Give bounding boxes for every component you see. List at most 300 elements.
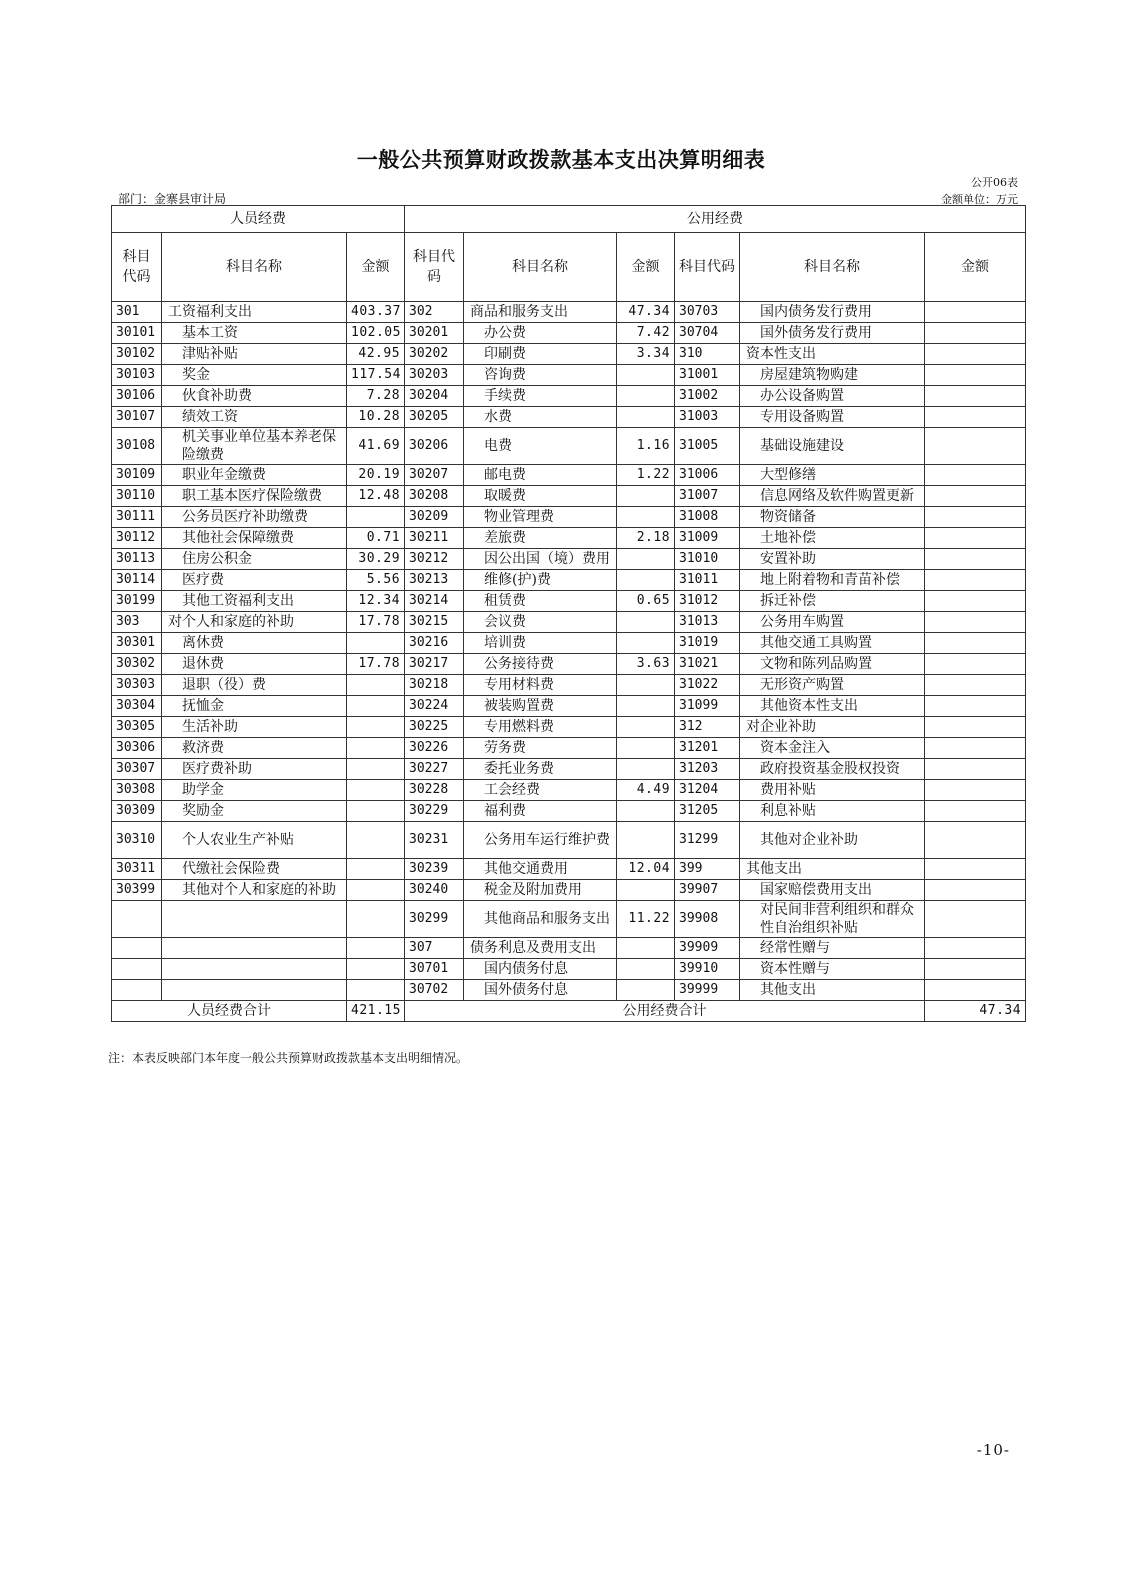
code-cell: 30229 — [405, 801, 464, 822]
name-cell: 房屋建筑物购建 — [740, 365, 925, 386]
amount-cell — [925, 717, 1026, 738]
code-cell: 30103 — [112, 365, 162, 386]
name-cell: 国家赔偿费用支出 — [740, 880, 925, 901]
amount-cell — [617, 822, 675, 859]
amount-cell — [925, 633, 1026, 654]
col-code-header: 科目代码 — [112, 233, 162, 302]
code-cell: 30209 — [405, 507, 464, 528]
amount-cell — [347, 880, 405, 901]
code-cell: 307 — [405, 938, 464, 959]
amount-cell: 20.19 — [347, 465, 405, 486]
amount-cell — [347, 675, 405, 696]
amount-cell — [617, 696, 675, 717]
col-amount-header: 金额 — [347, 233, 405, 302]
code-cell: 30201 — [405, 323, 464, 344]
name-cell: 拆迁补偿 — [740, 591, 925, 612]
code-cell: 30304 — [112, 696, 162, 717]
code-cell: 30240 — [405, 880, 464, 901]
name-cell: 个人农业生产补贴 — [162, 822, 347, 859]
code-cell: 310 — [675, 344, 740, 365]
name-cell: 公务用车购置 — [740, 612, 925, 633]
col-amount-header: 金额 — [925, 233, 1026, 302]
name-cell: 安置补助 — [740, 549, 925, 570]
table-row — [112, 612, 1026, 633]
name-cell: 债务利息及费用支出 — [464, 938, 617, 959]
page-number: -10- — [976, 1441, 1010, 1459]
amount-cell: 3.63 — [617, 654, 675, 675]
amount-cell — [347, 780, 405, 801]
name-cell: 工会经费 — [464, 780, 617, 801]
name-cell — [162, 959, 347, 980]
code-cell: 30107 — [112, 407, 162, 428]
name-cell: 被装购置费 — [464, 696, 617, 717]
name-cell: 其他资本性支出 — [740, 696, 925, 717]
amount-cell — [925, 959, 1026, 980]
amount-cell — [347, 859, 405, 880]
code-cell: 31009 — [675, 528, 740, 549]
code-cell: 30303 — [112, 675, 162, 696]
amount-cell: 17.78 — [347, 654, 405, 675]
column-header-row — [112, 233, 1026, 302]
table-row — [112, 959, 1026, 980]
amount-cell: 102.05 — [347, 323, 405, 344]
code-cell: 30228 — [405, 780, 464, 801]
table-row — [112, 938, 1026, 959]
amount-cell — [347, 696, 405, 717]
name-cell: 职业年金缴费 — [162, 465, 347, 486]
amount-cell: 12.34 — [347, 591, 405, 612]
code-cell: 31099 — [675, 696, 740, 717]
amount-cell — [925, 859, 1026, 880]
table-row — [112, 344, 1026, 365]
amount-cell — [925, 738, 1026, 759]
amount-cell — [925, 344, 1026, 365]
code-cell: 30112 — [112, 528, 162, 549]
amount-cell — [925, 486, 1026, 507]
name-cell: 国内债务付息 — [464, 959, 617, 980]
name-cell: 培训费 — [464, 633, 617, 654]
code-cell: 30301 — [112, 633, 162, 654]
code-cell: 31022 — [675, 675, 740, 696]
amount-cell — [925, 507, 1026, 528]
name-cell: 其他社会保障缴费 — [162, 528, 347, 549]
amount-cell — [925, 654, 1026, 675]
code-cell: 39908 — [675, 901, 740, 938]
name-cell: 国外债务发行费用 — [740, 323, 925, 344]
table-row — [112, 696, 1026, 717]
code-cell: 30108 — [112, 428, 162, 465]
code-cell: 31006 — [675, 465, 740, 486]
code-cell: 31021 — [675, 654, 740, 675]
name-cell: 对个人和家庭的补助 — [162, 612, 347, 633]
table-row — [112, 323, 1026, 344]
group-header-row — [112, 206, 1026, 233]
code-cell: 30203 — [405, 365, 464, 386]
code-cell: 31002 — [675, 386, 740, 407]
page-title: 一般公共预算财政拨款基本支出决算明细表 — [356, 147, 766, 172]
name-cell: 利息补贴 — [740, 801, 925, 822]
name-cell: 地上附着物和青苗补偿 — [740, 570, 925, 591]
code-cell: 30212 — [405, 549, 464, 570]
table-row — [112, 486, 1026, 507]
amount-cell — [347, 822, 405, 859]
code-cell: 312 — [675, 717, 740, 738]
code-cell — [112, 938, 162, 959]
expenditure-table — [111, 205, 1026, 1022]
name-cell — [162, 980, 347, 1001]
code-cell: 39910 — [675, 959, 740, 980]
code-cell: 30216 — [405, 633, 464, 654]
code-cell: 31019 — [675, 633, 740, 654]
code-cell: 30204 — [405, 386, 464, 407]
name-cell: 津贴补贴 — [162, 344, 347, 365]
name-cell: 其他交通费用 — [464, 859, 617, 880]
amount-cell — [925, 365, 1026, 386]
name-cell: 资本性支出 — [740, 344, 925, 365]
amount-cell — [347, 717, 405, 738]
amount-cell — [347, 980, 405, 1001]
unit-label: 金额单位：万元 — [941, 193, 1018, 206]
code-cell: 31299 — [675, 822, 740, 859]
table-row — [112, 822, 1026, 859]
amount-cell — [617, 675, 675, 696]
code-cell: 30702 — [405, 980, 464, 1001]
amount-cell — [925, 386, 1026, 407]
code-cell: 31008 — [675, 507, 740, 528]
amount-cell — [925, 780, 1026, 801]
name-cell — [162, 901, 347, 938]
amount-cell: 7.28 — [347, 386, 405, 407]
code-cell: 30113 — [112, 549, 162, 570]
name-cell: 其他对企业补助 — [740, 822, 925, 859]
amount-cell — [925, 938, 1026, 959]
amount-cell — [347, 901, 405, 938]
table-row — [112, 717, 1026, 738]
name-cell: 办公费 — [464, 323, 617, 344]
code-cell: 30215 — [405, 612, 464, 633]
code-cell: 30111 — [112, 507, 162, 528]
name-cell: 其他对个人和家庭的补助 — [162, 880, 347, 901]
name-cell: 专用燃料费 — [464, 717, 617, 738]
name-cell: 商品和服务支出 — [464, 302, 617, 323]
name-cell: 政府投资基金股权投资 — [740, 759, 925, 780]
code-cell: 30101 — [112, 323, 162, 344]
col-name-header: 科目名称 — [464, 233, 617, 302]
name-cell: 文物和陈列品购置 — [740, 654, 925, 675]
table-row — [112, 633, 1026, 654]
amount-cell — [347, 801, 405, 822]
code-cell: 30109 — [112, 465, 162, 486]
name-cell: 资本性赠与 — [740, 959, 925, 980]
amount-cell: 17.78 — [347, 612, 405, 633]
name-cell: 租赁费 — [464, 591, 617, 612]
name-cell — [162, 938, 347, 959]
code-cell: 30213 — [405, 570, 464, 591]
table-row — [112, 528, 1026, 549]
amount-cell — [925, 549, 1026, 570]
table-row — [112, 407, 1026, 428]
code-cell: 30217 — [405, 654, 464, 675]
amount-cell — [925, 528, 1026, 549]
amount-cell — [617, 407, 675, 428]
name-cell: 手续费 — [464, 386, 617, 407]
form-code: 公开06表 — [971, 176, 1018, 189]
table-row — [112, 980, 1026, 1001]
amount-cell: 5.56 — [347, 570, 405, 591]
table-row — [112, 759, 1026, 780]
name-cell: 国外债务付息 — [464, 980, 617, 1001]
name-cell: 专用材料费 — [464, 675, 617, 696]
code-cell: 301 — [112, 302, 162, 323]
name-cell: 公务员医疗补助缴费 — [162, 507, 347, 528]
amount-cell: 30.29 — [347, 549, 405, 570]
code-cell: 30305 — [112, 717, 162, 738]
code-cell: 399 — [675, 859, 740, 880]
amount-cell — [617, 959, 675, 980]
total-personnel-label: 人员经费合计 — [112, 1001, 347, 1022]
code-cell: 31011 — [675, 570, 740, 591]
amount-cell: 403.37 — [347, 302, 405, 323]
code-cell: 31012 — [675, 591, 740, 612]
code-cell: 30306 — [112, 738, 162, 759]
name-cell: 劳务费 — [464, 738, 617, 759]
table-row — [112, 859, 1026, 880]
table-row — [112, 654, 1026, 675]
amount-cell — [617, 612, 675, 633]
code-cell: 30299 — [405, 901, 464, 938]
name-cell: 基本工资 — [162, 323, 347, 344]
amount-cell: 1.16 — [617, 428, 675, 465]
amount-cell: 7.42 — [617, 323, 675, 344]
name-cell: 维修(护)费 — [464, 570, 617, 591]
name-cell: 其他商品和服务支出 — [464, 901, 617, 938]
name-cell: 委托业务费 — [464, 759, 617, 780]
code-cell: 30106 — [112, 386, 162, 407]
amount-cell — [925, 980, 1026, 1001]
code-cell: 30309 — [112, 801, 162, 822]
amount-cell — [617, 801, 675, 822]
code-cell: 30225 — [405, 717, 464, 738]
code-cell: 30239 — [405, 859, 464, 880]
name-cell: 医疗费补助 — [162, 759, 347, 780]
amount-cell — [617, 549, 675, 570]
name-cell: 对企业补助 — [740, 717, 925, 738]
code-cell: 30110 — [112, 486, 162, 507]
name-cell: 大型修缮 — [740, 465, 925, 486]
footnote: 注：本表反映部门本年度一般公共预算财政拨款基本支出明细情况。 — [108, 1051, 469, 1065]
amount-cell: 11.22 — [617, 901, 675, 938]
name-cell: 物资储备 — [740, 507, 925, 528]
name-cell: 资本金注入 — [740, 738, 925, 759]
amount-cell — [925, 759, 1026, 780]
name-cell: 助学金 — [162, 780, 347, 801]
code-cell: 30227 — [405, 759, 464, 780]
amount-cell: 47.34 — [617, 302, 675, 323]
amount-cell — [347, 507, 405, 528]
amount-cell: 2.18 — [617, 528, 675, 549]
amount-cell: 12.04 — [617, 859, 675, 880]
amount-cell — [925, 901, 1026, 938]
name-cell: 土地补偿 — [740, 528, 925, 549]
code-cell: 31203 — [675, 759, 740, 780]
table-row — [112, 549, 1026, 570]
code-cell — [112, 959, 162, 980]
name-cell: 因公出国（境）费用 — [464, 549, 617, 570]
name-cell: 物业管理费 — [464, 507, 617, 528]
total-personnel-value: 421.15 — [347, 1001, 405, 1022]
code-cell: 30308 — [112, 780, 162, 801]
name-cell: 对民间非营利组织和群众性自治组织补贴 — [740, 901, 925, 938]
name-cell: 医疗费 — [162, 570, 347, 591]
department-label: 部门：金寨县审计局 — [118, 192, 227, 206]
code-cell: 30224 — [405, 696, 464, 717]
code-cell: 30211 — [405, 528, 464, 549]
name-cell: 其他支出 — [740, 859, 925, 880]
amount-cell: 41.69 — [347, 428, 405, 465]
col-code-header: 科目代码 — [675, 233, 740, 302]
name-cell: 机关事业单位基本养老保险缴费 — [162, 428, 347, 465]
name-cell: 印刷费 — [464, 344, 617, 365]
amount-cell: 10.28 — [347, 407, 405, 428]
table-row — [112, 365, 1026, 386]
name-cell: 离休费 — [162, 633, 347, 654]
col-amount-header: 金额 — [617, 233, 675, 302]
amount-cell — [617, 980, 675, 1001]
code-cell: 30114 — [112, 570, 162, 591]
amount-cell — [925, 323, 1026, 344]
name-cell: 职工基本医疗保险缴费 — [162, 486, 347, 507]
code-cell: 30202 — [405, 344, 464, 365]
amount-cell — [617, 507, 675, 528]
code-cell: 39999 — [675, 980, 740, 1001]
name-cell: 会议费 — [464, 612, 617, 633]
amount-cell — [617, 717, 675, 738]
total-public-label: 公用经费合计 — [405, 1001, 925, 1022]
code-cell: 30704 — [675, 323, 740, 344]
amount-cell — [617, 570, 675, 591]
code-cell: 30310 — [112, 822, 162, 859]
amount-cell — [347, 959, 405, 980]
amount-cell — [925, 570, 1026, 591]
total-public-value: 47.34 — [925, 1001, 1026, 1022]
code-cell: 30206 — [405, 428, 464, 465]
amount-cell — [925, 612, 1026, 633]
name-cell: 奖金 — [162, 365, 347, 386]
name-cell: 电费 — [464, 428, 617, 465]
amount-cell: 0.71 — [347, 528, 405, 549]
code-cell — [112, 901, 162, 938]
name-cell: 其他支出 — [740, 980, 925, 1001]
name-cell: 伙食补助费 — [162, 386, 347, 407]
code-cell: 39909 — [675, 938, 740, 959]
table-row — [112, 738, 1026, 759]
code-cell: 30102 — [112, 344, 162, 365]
code-cell: 30226 — [405, 738, 464, 759]
name-cell: 救济费 — [162, 738, 347, 759]
code-cell: 31204 — [675, 780, 740, 801]
code-cell: 30218 — [405, 675, 464, 696]
col-name-header: 科目名称 — [740, 233, 925, 302]
amount-cell — [925, 822, 1026, 859]
name-cell: 抚恤金 — [162, 696, 347, 717]
code-cell: 302 — [405, 302, 464, 323]
code-cell: 30399 — [112, 880, 162, 901]
amount-cell — [347, 738, 405, 759]
amount-cell: 3.34 — [617, 344, 675, 365]
group-personnel-header: 人员经费 — [112, 206, 405, 233]
code-cell: 31001 — [675, 365, 740, 386]
code-cell: 31007 — [675, 486, 740, 507]
code-cell: 30231 — [405, 822, 464, 859]
name-cell: 咨询费 — [464, 365, 617, 386]
code-cell: 39907 — [675, 880, 740, 901]
code-cell: 31005 — [675, 428, 740, 465]
name-cell: 基础设施建设 — [740, 428, 925, 465]
code-cell: 303 — [112, 612, 162, 633]
name-cell: 绩效工资 — [162, 407, 347, 428]
table-row — [112, 507, 1026, 528]
name-cell: 其他交通工具购置 — [740, 633, 925, 654]
amount-cell — [617, 759, 675, 780]
name-cell: 其他工资福利支出 — [162, 591, 347, 612]
table-row — [112, 570, 1026, 591]
code-cell: 30205 — [405, 407, 464, 428]
table-row — [112, 675, 1026, 696]
name-cell: 差旅费 — [464, 528, 617, 549]
amount-cell: 0.65 — [617, 591, 675, 612]
amount-cell — [925, 465, 1026, 486]
amount-cell — [617, 738, 675, 759]
table-row — [112, 780, 1026, 801]
amount-cell — [347, 633, 405, 654]
name-cell: 公务接待费 — [464, 654, 617, 675]
col-name-header: 科目名称 — [162, 233, 347, 302]
code-cell: 31201 — [675, 738, 740, 759]
amount-cell — [925, 801, 1026, 822]
name-cell: 奖励金 — [162, 801, 347, 822]
table-row — [112, 386, 1026, 407]
name-cell: 信息网络及软件购置更新 — [740, 486, 925, 507]
amount-cell — [925, 675, 1026, 696]
amount-cell — [347, 759, 405, 780]
code-cell: 31205 — [675, 801, 740, 822]
table-row — [112, 591, 1026, 612]
amount-cell — [617, 938, 675, 959]
code-cell: 30214 — [405, 591, 464, 612]
amount-cell — [925, 696, 1026, 717]
table-row — [112, 428, 1026, 465]
amount-cell: 12.48 — [347, 486, 405, 507]
code-cell: 31010 — [675, 549, 740, 570]
amount-cell — [925, 407, 1026, 428]
code-cell: 30311 — [112, 859, 162, 880]
table-row — [112, 880, 1026, 901]
amount-cell: 42.95 — [347, 344, 405, 365]
name-cell: 邮电费 — [464, 465, 617, 486]
name-cell: 公务用车运行维护费 — [464, 822, 617, 859]
amount-cell — [617, 365, 675, 386]
name-cell: 税金及附加费用 — [464, 880, 617, 901]
name-cell: 国内债务发行费用 — [740, 302, 925, 323]
amount-cell — [925, 591, 1026, 612]
name-cell: 工资福利支出 — [162, 302, 347, 323]
amount-cell — [925, 302, 1026, 323]
col-code-header: 科目代码 — [405, 233, 464, 302]
code-cell — [112, 980, 162, 1001]
amount-cell — [617, 486, 675, 507]
name-cell: 退职（役）费 — [162, 675, 347, 696]
name-cell: 费用补贴 — [740, 780, 925, 801]
